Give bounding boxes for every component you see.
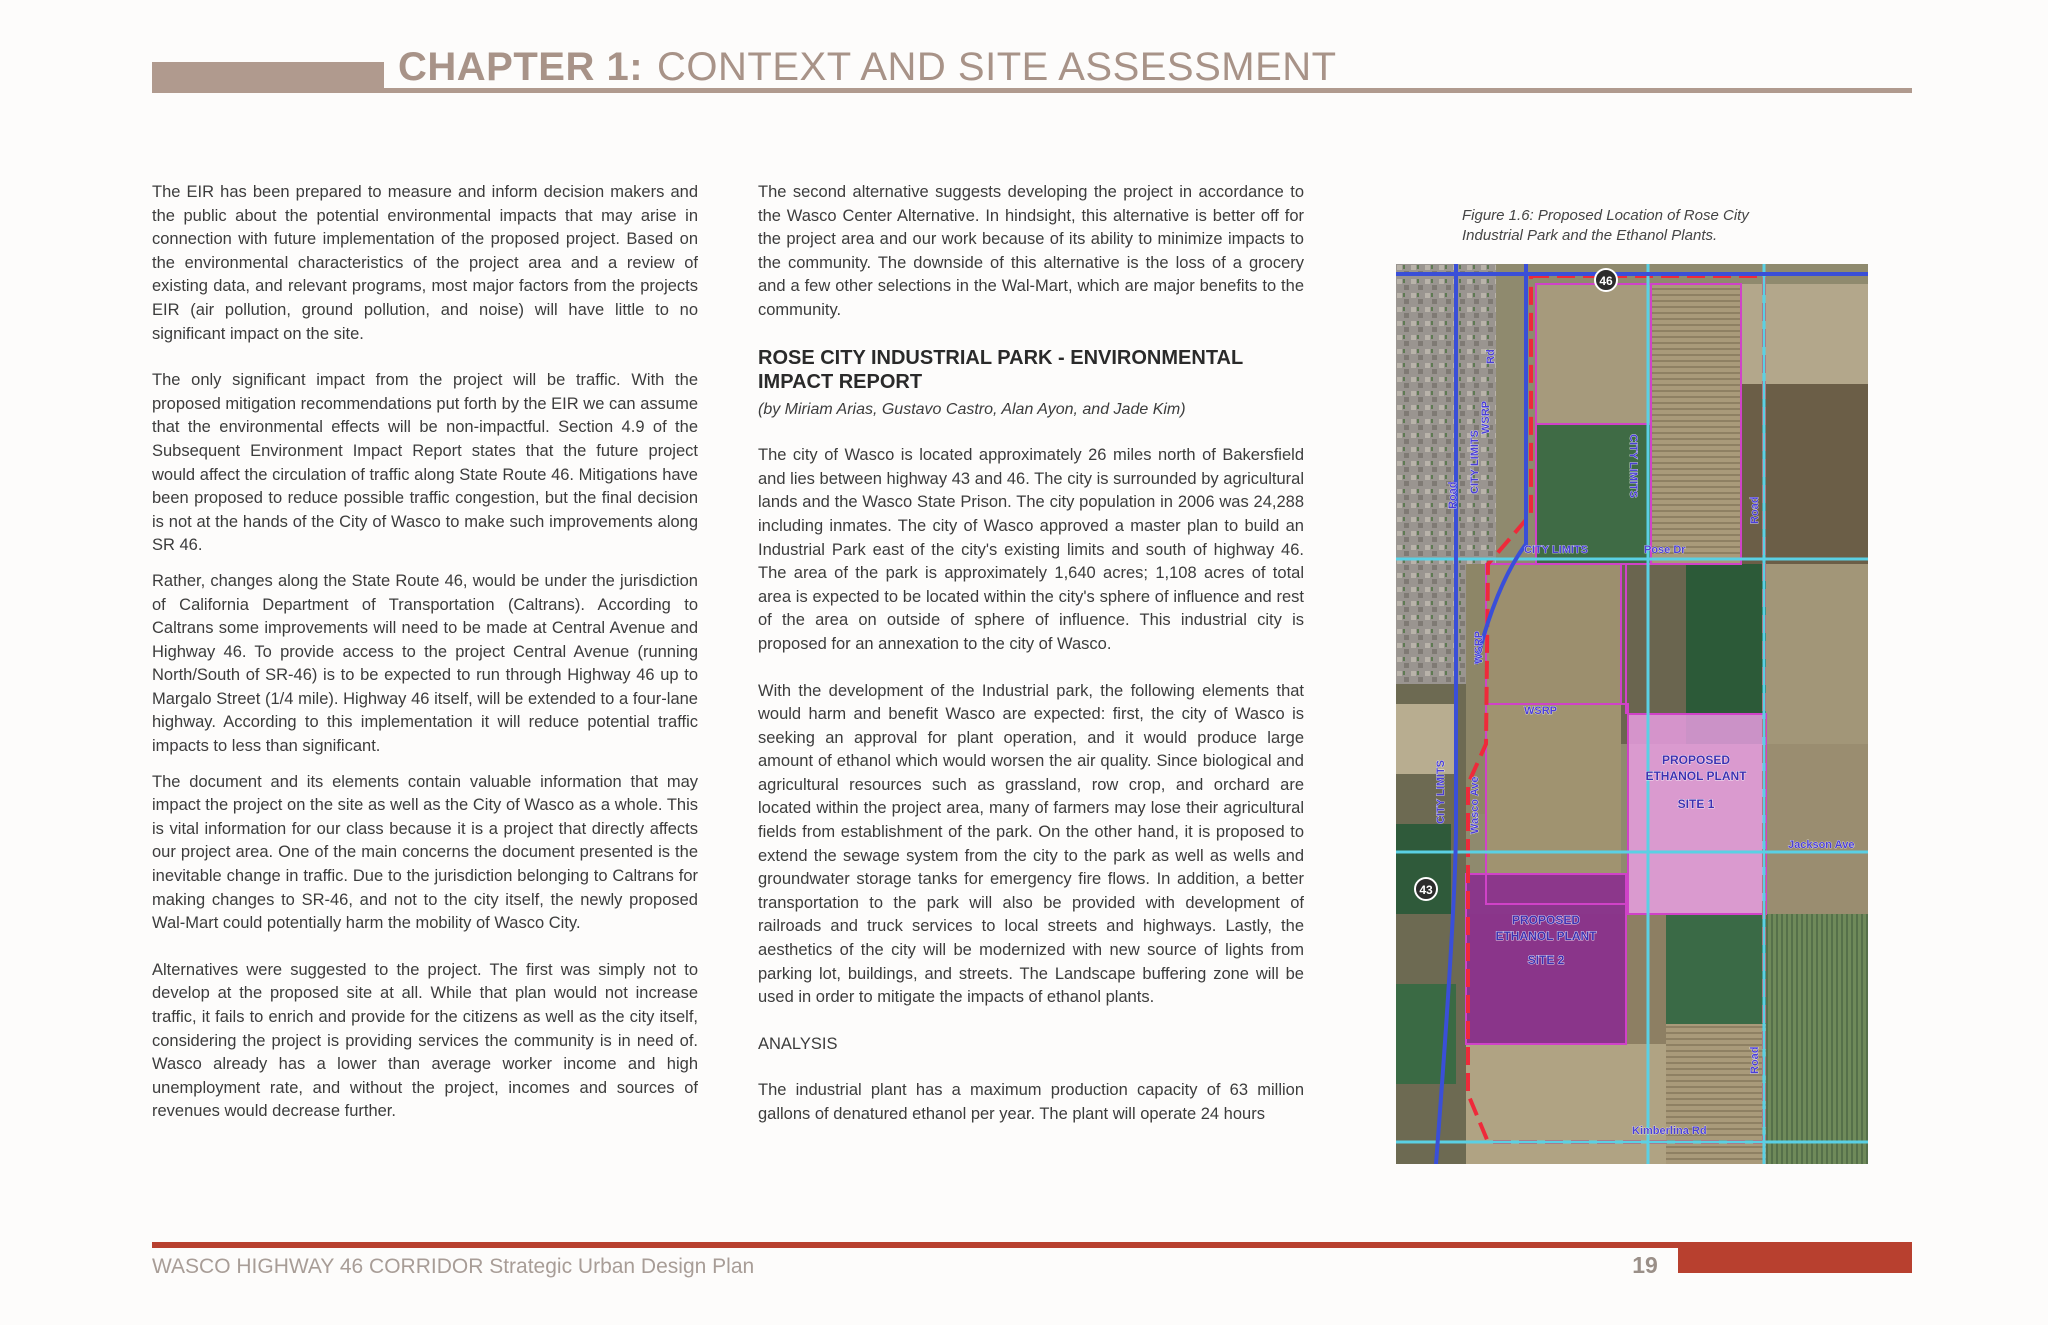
site1-label-1: PROPOSED [1661, 753, 1731, 767]
subheading-analysis: ANALYSIS [758, 1034, 838, 1053]
field [1651, 284, 1741, 564]
field [1766, 914, 1868, 1164]
site-map-figure [1396, 264, 1868, 1164]
page-number: 19 [1632, 1252, 1658, 1278]
label-jackson-ave: Jackson Ave [1788, 839, 1855, 851]
label-road-vert-2: Road [1749, 1046, 1761, 1074]
west-field [1396, 704, 1456, 774]
section-heading: ROSE CITY INDUSTRIAL PARK - ENVIRONMENTAL IMPACT REPORT [758, 346, 1243, 393]
field [1766, 564, 1868, 744]
paragraph: Alternatives were suggested to the project. The first was simply not to develop at the proposed site at all. While that plan would not increase traffic, it fails to enrich and provide for the citizens as well as the city itself, considering the project is providing services the community is in need of. Wasco already has a lower than average worker income and high unemployment rate, and without the project, incomes and sources of revenues would decrease further. [152, 960, 698, 1121]
site2-label-2: ETHANOL PLANT [1495, 929, 1597, 943]
footer-accent-block [1678, 1242, 1912, 1273]
field [1741, 284, 1868, 384]
label-pose-dr: Pose Dr [1644, 544, 1686, 556]
footer-rule [152, 1242, 1912, 1248]
figure-caption: Figure 1.6: Proposed Location of Rose City Industrial Park and the Ethanol Plants. [1462, 207, 1749, 244]
site1-label-3: SITE 1 [1677, 797, 1715, 811]
field [1766, 744, 1868, 914]
label-rd-vert: Rd [1485, 349, 1497, 364]
paragraph: With the development of the Industrial park, the following elements that would harm and benefit Wasco are expected: first, the city of Wasco is seeking an approval for plant operation, and it would produce large amount of ethanol which would worsen the air quality. Since biological and agricultural resources such as grassland, row crop, and orchard are located within the project area, many of farmers may lose their agricultural fields from establishment of the park. On the other hand, it is proposed to extend the sewage system from the city to the park as well as wells and groundwater storage tanks for emergency fire flows. In addition, a better transportation to the park will also be provided with development of railroads and truck services to local streets and highways. Lastly, the aesthetics of the city will be modernized with new source of lights from parking lot, buildings, and streets. The Landscape buffering zone will be used in order to mitigate the impacts of ethanol plants. [758, 681, 1304, 1007]
label-road-vert: Road [1749, 496, 1761, 524]
field [1486, 564, 1621, 704]
label-wasco-ave: Wasco Ave [1469, 776, 1481, 834]
label-kimberlina-rd: Kimberlina Rd [1632, 1125, 1707, 1137]
hwy-46-shield [1595, 269, 1617, 291]
label-wsrp-vert: WSRP [1480, 401, 1492, 434]
field [1466, 1044, 1666, 1164]
text-column-middle [758, 181, 1304, 1150]
field [1741, 384, 1868, 564]
text-column-left [152, 181, 698, 1147]
paragraph: The document and its elements contain valuable information that may impact the project on the site as well as the City of Wasco as a whole. This is vital information for our class because it is a project that directly affects our project area. One of the main concerns the document presented is the inevitable change in traffic. Due to the jurisdiction belonging to Caltrans for making changes to SR-46, and not to the city itself, the newly proposed Wal-Mart could potentially harm the mobility of Wasco City. [152, 772, 698, 933]
paragraph: The only significant impact from the project will be traffic. With the proposed mitigation recommendations put forth by the EIR we can assume that the environmental effects will be non-impactful. Section 4.9 of the Subsequent Environment Impact Report states that the future project would affect the circulation of traffic along State Route 46. Mitigations have been proposed to reduce possible traffic congestion, but the final decision is not at the hands of the City of Wasco to make such improvements along SR 46. [152, 371, 698, 555]
header-accent-bar [152, 62, 384, 91]
label-city-limits-vert: CITY LIMITS [1627, 434, 1639, 498]
paragraph: The second alternative suggests developing the project in accordance to the Wasco Center Alternative. In hindsight, this alternative is better off for the project area and our work because of its ability to minimize impacts to the community. The downside of this alternative is the loss of a grocery and a few other selections in the Wal-Mart, which are major benefits to the community. [758, 183, 1304, 319]
svg-text:46: 46 [1599, 274, 1613, 288]
svg-text:43: 43 [1419, 883, 1433, 897]
section-byline: (by Miriam Arias, Gustavo Castro, Alan Ayon, and Jade Kim) [758, 400, 1186, 418]
site2-label-3: SITE 2 [1527, 953, 1565, 967]
label-road-vert-3: Road [1447, 481, 1459, 509]
footer-title: WASCO HIGHWAY 46 CORRIDOR Strategic Urban Design Plan [152, 1255, 755, 1278]
chapter-number: CHAPTER 1: [398, 45, 644, 89]
paragraph: Rather, changes along the State Route 46, would be under the jurisdiction of California Department of Transportation (Caltrans). According to Caltrans some improvements will need to be made at Central Avenue and Highway 46. To provide access to the project Central Avenue (running North/South of SR-46) is to be expected to run through Highway 46 up to Margalo Street (1/4 mile). Highway 46 itself, will be extended to a four-lane highway. According to this implementation it will reduce potential traffic impacts to less than significant. [152, 571, 698, 756]
label-city-limits-vert-2: CITY LIMITS [1435, 760, 1447, 824]
label-wsrp: WSRP [1524, 705, 1557, 717]
hwy-43-shield [1415, 878, 1437, 900]
field [1666, 914, 1766, 1024]
site2-label-1: PROPOSED [1511, 913, 1581, 927]
paragraph: The industrial plant has a maximum production capacity of 63 million gallons of denatured ethanol per year. The plant will operate 24 hours [758, 1081, 1304, 1123]
label-city-limits-vert-3: CITY LIMITS [1469, 430, 1481, 494]
paragraph: The EIR has been prepared to measure and inform decision makers and the public about the potential environmental impacts that may arise in connection with future implementation of the proposed project. Based on the environmental characteristics of the project area and a review of existing data, and relevant programs, most major factors from the projects EIR (air pollution, ground pollution, and noise) will have little to no significant impact on the site. [152, 183, 698, 343]
label-wsrp-vert-2: WSRP [1473, 631, 1485, 664]
chapter-name: CONTEXT AND SITE ASSESSMENT [657, 45, 1337, 89]
chapter-title [398, 42, 1337, 92]
label-city-limits: CITY LIMITS [1524, 544, 1588, 556]
field [1536, 284, 1656, 424]
paragraph: The city of Wasco is located approximately 26 miles north of Bakersfield and lies between highway 43 and 46. The city is surrounded by agricultural lands and the Wasco State Prison. The city population in 2006 was 24,288 including inmates. The city of Wasco approved a master plan to build an Industrial Park east of the city's existing limits and south of highway 46. The area of the park is approximately 1,640 acres; 1,108 acres of total area is expected to be located within the city's sphere of influence and rest of the area on outside of sphere of influence. This industrial city is proposed for an annexation to the city of Wasco. [758, 446, 1304, 653]
site1-label-2: ETHANOL PLANT [1645, 769, 1747, 783]
